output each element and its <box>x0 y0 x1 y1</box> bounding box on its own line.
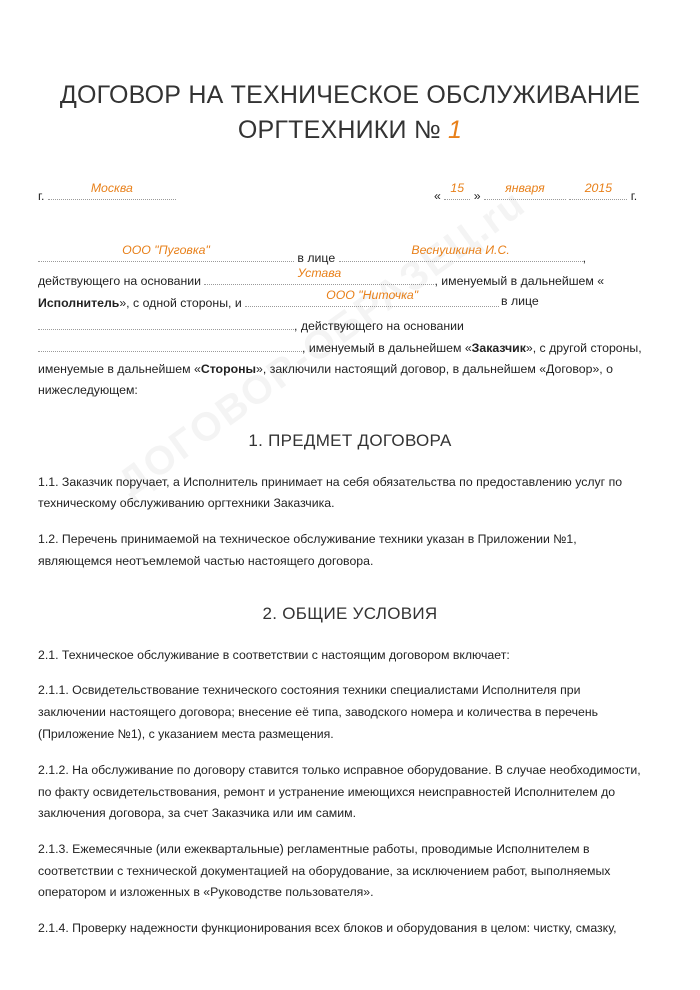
date-month-value: января <box>505 181 545 195</box>
customer-role: Заказчик <box>471 341 526 355</box>
title-text: ОРГТЕХНИКИ № <box>237 116 441 144</box>
p2-1-1-line2: заключении настоящего договора; внесение её типа, заводского номера и количества в перечень <box>38 705 599 719</box>
referred-as-3b: », заключили настоящий договор, в дальнейшем «Договор», о <box>256 362 613 376</box>
acting-basis-text-2: , действующего на основании <box>294 319 464 333</box>
parties-line-3 <box>38 288 662 311</box>
city-value: Москва <box>90 181 133 195</box>
p2-1-3-line1: 2.1.3. Ежемесячные (или ежеквартальные) регламентные работы, проводимые Исполнителем в <box>38 842 590 856</box>
date-month-field <box>484 181 566 200</box>
parties-line-6 <box>38 361 662 377</box>
place-date-line <box>38 181 662 204</box>
document-title-line1: ДОГОВОР НА ТЕХНИЧЕСКОЕ ОБСЛУЖИВАНИЕ <box>59 81 641 109</box>
date-close-quote: » <box>473 189 481 203</box>
date-day-value: 15 <box>450 181 465 195</box>
customer-org-field <box>245 288 499 307</box>
acting-basis-text: действующего на основании <box>38 274 202 288</box>
parties-line-4 <box>38 316 662 334</box>
referred-as-text: , именуемый в дальнейшем « <box>434 274 605 288</box>
other-side-text: », с другой стороны, <box>525 341 642 355</box>
p2-1-1-line3: (Приложение №1), с указанием места размещения. <box>38 727 334 741</box>
p1-1-line1: 1.1. Заказчик поручает, а Исполнитель принимает на себя обязательства по предоставлению услуг по <box>38 475 623 489</box>
parties-word: Стороны <box>200 362 257 376</box>
parties-line-5 <box>38 338 662 356</box>
p2-1-3-line2: соответствии с технической документацией на оборудование, за исключением работ, выполняемых <box>38 864 611 878</box>
p2-1: 2.1. Техническое обслуживание в соответствии с настоящим договором включает: <box>38 648 510 662</box>
date-day-field <box>444 181 470 200</box>
referred-as-3a: именуемые в дальнейшем « <box>38 362 201 376</box>
date-open-quote: « <box>434 189 441 203</box>
section2-heading: 2. ОБЩИЕ УСЛОВИЯ <box>262 604 438 623</box>
p1-1-line2: техническому обслуживанию оргтехники Заказчика. <box>38 496 335 510</box>
customer-org-value: ООО "Ниточка" <box>326 288 419 302</box>
executor-role: Исполнитель <box>38 296 120 310</box>
customer-basis-field <box>38 338 302 352</box>
executor-basis-value: Устава <box>297 266 342 280</box>
referred-as-text-2: , именуемый в дальнейшем « <box>302 341 472 355</box>
contract-number: 1 <box>448 116 463 144</box>
executor-basis-field <box>204 266 434 285</box>
p1-2-line2: являющемся неотъемлемой частью настоящего договора. <box>38 554 374 568</box>
section1-heading: 1. ПРЕДМЕТ ДОГОВОРА <box>248 431 452 450</box>
in-person-text-2: в лице <box>501 294 539 308</box>
date-year-value: 2015 <box>584 181 613 195</box>
date-year-field <box>569 181 627 200</box>
city-field <box>48 181 176 200</box>
executor-rep-value: Веснушкина И.С. <box>411 243 510 257</box>
executor-org-value: ООО "Пуговка" <box>122 243 210 257</box>
p2-1-2-line3: заключения договора, за счет Заказчика или им самим. <box>38 806 356 820</box>
p2-1-3-line3: оператором и изложенных в «Руководстве пользователя». <box>38 885 374 899</box>
parties-line-1 <box>38 243 662 266</box>
document-title-line2 <box>0 116 700 145</box>
customer-rep-field <box>38 316 294 330</box>
p2-1-2-line1: 2.1.2. На обслуживание по договору ставится только исправное оборудование. В случае необходимости, <box>38 763 641 777</box>
date-year-suffix: г. <box>630 189 638 203</box>
one-side-text: », с одной стороны, и <box>119 296 242 310</box>
p1-2-line1: 1.2. Перечень принимаемой на техническое обслуживание техники указан в Приложении №1, <box>38 532 577 546</box>
p2-1-4-line1: 2.1.4. Проверку надежности функционирования всех блоков и оборудования в целом: чистку, смазку, <box>38 921 617 935</box>
in-person-text: в лице <box>297 251 336 265</box>
comma-text: , <box>582 251 587 265</box>
city-prefix: г. <box>38 189 45 203</box>
executor-rep-field <box>339 243 583 262</box>
parties-line-7: нижеследующем: <box>38 383 138 397</box>
executor-org-field <box>38 243 294 262</box>
p2-1-1-line1: 2.1.1. Освидетельствование технического состояния техники специалистами Исполнителя при <box>38 683 581 697</box>
p2-1-2-line2: по факту освидетельствования, ремонт и устранение имеющихся неисправностей Исполнителем до <box>38 785 616 799</box>
date-group <box>434 181 638 204</box>
